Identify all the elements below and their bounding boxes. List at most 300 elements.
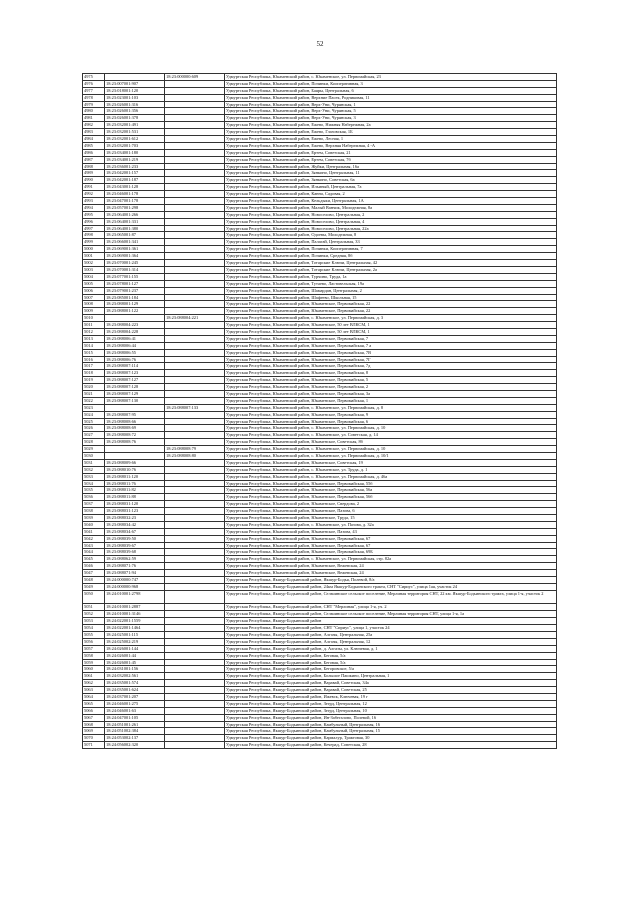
parent-cadastral-number — [165, 170, 225, 177]
cadastral-number: 18:23:064001:266 — [105, 211, 165, 218]
table-row — [83, 397, 557, 404]
row-number: 5048 — [83, 577, 105, 584]
address-cell: Удмуртская Республика, Юкаменский район, с. Юкаменское, ул. Первомайская, д. 10/1 — [225, 452, 557, 459]
cadastral-number: 18:23:088062:59 — [105, 556, 165, 563]
address-cell: Удмуртская Республика, Якшур-Бодьинский район, СНТ "Мерлиная", улица 1-я, уч. 2 — [225, 604, 557, 611]
parent-cadastral-number: 18:23:000000:609 — [165, 74, 225, 81]
table-row — [83, 673, 557, 680]
table-row — [83, 115, 557, 122]
address-cell: Удмуртская Республика, Юкаменский район, Юкаменское, Первомайская, 6 — [225, 418, 557, 425]
address-cell: Удмуртская Республика, Юкаменский район, Юкаменское, Первомайская, 7 а — [225, 342, 557, 349]
parent-cadastral-number — [165, 742, 225, 749]
table-row — [83, 280, 557, 287]
table-row — [83, 494, 557, 501]
address-cell: Удмуртская Республика, Юкаменский район, Зянкино, Центральная, 11 — [225, 170, 557, 177]
cadastral-number: 18:23:088001:122 — [105, 308, 165, 315]
cadastral-number: 18:23:088008:66 — [105, 418, 165, 425]
row-number: 5062 — [83, 680, 105, 687]
table-row — [83, 707, 557, 714]
parent-cadastral-number — [165, 280, 225, 287]
row-number: 5013 — [83, 335, 105, 342]
parent-cadastral-number — [165, 122, 225, 129]
parent-cadastral-number — [165, 611, 225, 618]
row-number: 5030 — [83, 452, 105, 459]
address-cell: Удмуртская Республика, Юкаменский район, Новоселово, Центральная, 4 — [225, 218, 557, 225]
row-number: 4998 — [83, 232, 105, 239]
row-number: 4986 — [83, 149, 105, 156]
row-number: 4976 — [83, 80, 105, 87]
cadastral-number: 18:24:035001:624 — [105, 687, 165, 694]
parent-cadastral-number — [165, 563, 225, 570]
row-number: 5003 — [83, 266, 105, 273]
cadastral-number: 18:24:025002:219 — [105, 638, 165, 645]
cadastral-number: 18:23:026001:356 — [105, 108, 165, 115]
parent-cadastral-number: 18:23:088008:79 — [165, 446, 225, 453]
row-number: 5056 — [83, 638, 105, 645]
parent-cadastral-number — [165, 349, 225, 356]
table-row — [83, 418, 557, 425]
address-cell: Удмуртская Республика, Якшур-Бодьинский район, Якшур-Бодья, Полевой, 8/а — [225, 577, 557, 584]
cadastral-number: 18:24:000000:968 — [105, 583, 165, 590]
table-row — [83, 590, 557, 604]
row-number: 5023 — [83, 404, 105, 411]
table-row — [83, 742, 557, 749]
parent-cadastral-number — [165, 260, 225, 267]
parent-cadastral-number — [165, 549, 225, 556]
cadastral-number — [105, 452, 165, 459]
row-number: 5060 — [83, 666, 105, 673]
address-cell: Удмуртская Республика, Якшур-Бодьинский район, Беговая, 5/а — [225, 659, 557, 666]
cadastral-number: 18:23:088011:120 — [105, 473, 165, 480]
cadastral-number: 18:23:047001:178 — [105, 198, 165, 205]
cadastral-number — [105, 315, 165, 322]
parent-cadastral-number — [165, 542, 225, 549]
table-row — [83, 122, 557, 129]
cadastral-number: 18:23:064001:331 — [105, 218, 165, 225]
parent-cadastral-number — [165, 425, 225, 432]
row-number: 4977 — [83, 87, 105, 94]
row-number: 5041 — [83, 528, 105, 535]
parent-cadastral-number — [165, 659, 225, 666]
parent-cadastral-number — [165, 535, 225, 542]
table-row — [83, 266, 557, 273]
table-row — [83, 446, 557, 453]
table-row — [83, 74, 557, 81]
row-number: 5022 — [83, 397, 105, 404]
parent-cadastral-number — [165, 707, 225, 714]
row-number: 5057 — [83, 645, 105, 652]
parent-cadastral-number — [165, 225, 225, 232]
parent-cadastral-number — [165, 693, 225, 700]
row-number: 5025 — [83, 418, 105, 425]
address-cell: Удмуртская Республика, Юкаменский район, с. Юкаменское, ул. Первомайская, д. 10 — [225, 446, 557, 453]
table-row — [83, 721, 557, 728]
address-cell: Удмуртская Республика, Якшур-Бодьинский район, Варавай, Советская, 34а — [225, 680, 557, 687]
cadastral-number: 18:23:070001:314 — [105, 266, 165, 273]
parent-cadastral-number — [165, 308, 225, 315]
parent-cadastral-number — [165, 328, 225, 335]
parent-cadastral-number — [165, 390, 225, 397]
cadastral-number: 18:23:088007:114 — [105, 363, 165, 370]
table-row — [83, 246, 557, 253]
address-cell: Удмуртская Республика, Юкаменский район, Юкаменское, Первомайская, 56а — [225, 487, 557, 494]
address-cell: Удмуртская Республика, Юкаменский район, Юкаменское, Первомайская, 9 — [225, 411, 557, 418]
row-number: 5010 — [83, 315, 105, 322]
cadastral-number: 18:24:047001:105 — [105, 714, 165, 721]
table-row — [83, 728, 557, 735]
cadastral-number: 18:23:088031:123 — [105, 508, 165, 515]
cadastral-number: 18:23:088007:129 — [105, 390, 165, 397]
parent-cadastral-number — [165, 700, 225, 707]
table-row — [83, 301, 557, 308]
cadastral-number: 18:24:056002:320 — [105, 742, 165, 749]
parent-cadastral-number — [165, 294, 225, 301]
address-cell: Удмуртская Республика, Якшур-Бодьинский район, Зегрд, Центральная, 10 — [225, 707, 557, 714]
cadastral-number: 18:23:070001:245 — [105, 260, 165, 267]
address-cell: Удмуртская Республика, Юкаменский район, Юкаменское, Первомайская, 67 — [225, 542, 557, 549]
row-number: 5068 — [83, 721, 105, 728]
cadastral-number: 18:24:022001:1464 — [105, 625, 165, 632]
address-cell: Удмуртская Республика, Юкаменский район, Тотарские Ключи, Центральная, 42 — [225, 260, 557, 267]
parent-cadastral-number — [165, 322, 225, 329]
address-cell: Удмуртская Республика, Якшур-Бодьинский район, Варавай, Советская, 25 — [225, 687, 557, 694]
row-number: 4983 — [83, 129, 105, 136]
cadastral-number: 18:23:088039:50 — [105, 535, 165, 542]
address-cell: Удмуртская Республика, Якшур-Бодьинский район, 24км Якшур-Бодьинского тракта, СНТ "Сириус", улица 1ая, участок 24 — [225, 583, 557, 590]
cadastral-number: 18:23:088032:23 — [105, 515, 165, 522]
address-cell: Удмуртская Республика, Юкаменский район, с. Юкаменское, ул. Первомайская, 23 — [225, 74, 557, 81]
cadastral-number: 18:23:034001:219 — [105, 156, 165, 163]
address-cell: Удмуртская Республика, Юкаменский район, Ежево, Глазовская, 1Б — [225, 129, 557, 136]
cadastral-number: 18:23:026001:316 — [105, 101, 165, 108]
cadastral-number: 18:23:088006:41 — [105, 335, 165, 342]
parent-cadastral-number — [165, 163, 225, 170]
table-row — [83, 170, 557, 177]
parent-cadastral-number — [165, 142, 225, 149]
parent-cadastral-number — [165, 501, 225, 508]
address-cell: Удмуртская Республика, Якшур-Бодьинский район, Ин-Забегалово, Полевой, 16 — [225, 714, 557, 721]
row-number: 5012 — [83, 328, 105, 335]
parent-cadastral-number — [165, 246, 225, 253]
address-cell: Удмуртская Республика, Юкаменский район, Юкаменское, Советская, 19 — [225, 459, 557, 466]
address-cell: Удмуртская Республика, Юкаменский район, Юкаменское, 50 лет ВЛКСМ, 1 — [225, 328, 557, 335]
row-number: 5039 — [83, 515, 105, 522]
address-cell: Удмуртская Республика, Юкаменский район, с. Юкаменское, ул. Труда, д. 1 — [225, 466, 557, 473]
table-row — [83, 508, 557, 515]
parent-cadastral-number — [165, 673, 225, 680]
parent-cadastral-number — [165, 638, 225, 645]
cadastral-number: 18:23:042001:157 — [105, 170, 165, 177]
address-cell: Удмуртская Республика, Юкаменский район, Юкаменское, Труда, 15 — [225, 515, 557, 522]
parent-cadastral-number — [165, 590, 225, 604]
row-number: 5038 — [83, 508, 105, 515]
address-cell: Удмуртская Республика, Юкаменский район, с. Юкаменское, ул. Первомайская, д. 8 — [225, 404, 557, 411]
table-row — [83, 156, 557, 163]
row-number: 4975 — [83, 74, 105, 81]
parent-cadastral-number — [165, 129, 225, 136]
parent-cadastral-number — [165, 521, 225, 528]
row-number: 5029 — [83, 446, 105, 453]
row-number: 5026 — [83, 425, 105, 432]
address-cell: Удмуртская Республика, Юкаменский район, Юкаменское, Свердова, 2 — [225, 501, 557, 508]
parent-cadastral-number — [165, 618, 225, 625]
table-row — [83, 80, 557, 87]
table-row — [83, 390, 557, 397]
parent-cadastral-number — [165, 728, 225, 735]
parent-cadastral-number — [165, 459, 225, 466]
row-number: 5044 — [83, 549, 105, 556]
table-row — [83, 177, 557, 184]
table-row — [83, 700, 557, 707]
parent-cadastral-number — [165, 604, 225, 611]
cadastral-number: 18:23:088009:66 — [105, 459, 165, 466]
cadastral-number: 18:24:026001:45 — [105, 659, 165, 666]
parent-cadastral-number — [165, 253, 225, 260]
address-cell: Удмуртская Республика, Юкаменский район, Баяры, Центральная, 6 — [225, 87, 557, 94]
parent-cadastral-number — [165, 577, 225, 584]
address-cell: Удмуртская Республика, Якшур-Бодьинский район, Большое Пашкино, Центральная, 1 — [225, 673, 557, 680]
table-row — [83, 184, 557, 191]
row-number: 5070 — [83, 735, 105, 742]
cadastral-number: 18:23:018001:120 — [105, 87, 165, 94]
parent-cadastral-number — [165, 191, 225, 198]
table-row — [83, 335, 557, 342]
table-row — [83, 487, 557, 494]
table-row — [83, 163, 557, 170]
cadastral-number: 18:23:057001:298 — [105, 204, 165, 211]
table-row — [83, 652, 557, 659]
table-row — [83, 459, 557, 466]
address-cell: Удмуртская Республика, Юкаменский район, Турчино, Труда, 1а — [225, 273, 557, 280]
cadastral-number: 18:24:046001:275 — [105, 700, 165, 707]
table-row — [83, 129, 557, 136]
parent-cadastral-number — [165, 108, 225, 115]
row-number: 5047 — [83, 570, 105, 577]
parent-cadastral-number — [165, 666, 225, 673]
address-cell: Удмуртская Республика, Юкаменский район, с. Юкаменское, ул. Первомайская, д. 3 — [225, 315, 557, 322]
cadastral-number: 18:23:088007:130 — [105, 397, 165, 404]
cadastral-number: 18:23:088011:76 — [105, 480, 165, 487]
row-number: 5055 — [83, 631, 105, 638]
parent-cadastral-number: 18:23:088007:133 — [165, 404, 225, 411]
row-number: 5007 — [83, 294, 105, 301]
address-cell: Удмуртская Республика, Якшур-Бодьинский район, Кармалур, Трактовая, 30 — [225, 735, 557, 742]
address-cell: Удмуртская Республика, Якшур-Бодьинский район, Алгазы, Центральная, 12 — [225, 638, 557, 645]
cadastral-number: 18:24:000000:747 — [105, 577, 165, 584]
row-number: 5028 — [83, 439, 105, 446]
table-row — [83, 618, 557, 625]
parent-cadastral-number — [165, 583, 225, 590]
table-row — [83, 191, 557, 198]
row-number: 5071 — [83, 742, 105, 749]
cadastral-number: 18:23:088011:82 — [105, 487, 165, 494]
cadastral-number: 18:23:088031:120 — [105, 501, 165, 508]
page-number: 52 — [316, 40, 324, 48]
cadastral-number: 18:23:069001:361 — [105, 246, 165, 253]
table-row — [83, 149, 557, 156]
row-number: 5058 — [83, 652, 105, 659]
table-row — [83, 631, 557, 638]
table-row — [83, 94, 557, 101]
parent-cadastral-number — [165, 418, 225, 425]
address-cell: Удмуртская Республика, Юкаменский район, Ертем, Советская, 7б — [225, 156, 557, 163]
address-cell: Удмуртская Республика, Юкаменский район, Юкаменское, Первомайская, 7Г — [225, 356, 557, 363]
cadastral-number: 18:24:022001:1559 — [105, 618, 165, 625]
parent-cadastral-number — [165, 631, 225, 638]
parent-cadastral-number — [165, 211, 225, 218]
address-cell: Удмуртская Республика, Юкаменский район, Юкаменское, Первомайская, 22 — [225, 308, 557, 315]
table-row — [83, 542, 557, 549]
parent-cadastral-number — [165, 335, 225, 342]
table-row — [83, 101, 557, 108]
table-row — [83, 714, 557, 721]
parent-cadastral-number — [165, 508, 225, 515]
row-number: 4982 — [83, 122, 105, 129]
cadastral-number: 18:23:088034:42 — [105, 521, 165, 528]
address-cell: Удмуртская Республика, Якшур-Бодьинский район, СНТ "Сириус", улица 1, участок 24 — [225, 625, 557, 632]
cadastral-number: 18:23:064001:380 — [105, 225, 165, 232]
row-number: 5017 — [83, 363, 105, 370]
cadastral-number: 18:23:069001:364 — [105, 253, 165, 260]
cadastral-number: 18:23:036001:233 — [105, 163, 165, 170]
table-row — [83, 480, 557, 487]
row-number: 5037 — [83, 501, 105, 508]
cadastral-number: 18:23:077001:155 — [105, 273, 165, 280]
cadastral-number: 18:23:088004:228 — [105, 328, 165, 335]
table-row — [83, 308, 557, 315]
row-number: 5033 — [83, 473, 105, 480]
address-cell: Удмуртская Республика, Юкаменский район, Юкаменское, Пазова, 43 — [225, 528, 557, 535]
cadastral-number: 18:23:085001:184 — [105, 294, 165, 301]
cadastral-number: 18:23:007001:907 — [105, 80, 165, 87]
address-cell: Удмуртская Республика, Юкаменский район, Юкаменское, Первомайская, 5 — [225, 377, 557, 384]
table-row — [83, 693, 557, 700]
row-number: 5046 — [83, 563, 105, 570]
row-number: 5021 — [83, 390, 105, 397]
cadastral-number: 18:24:026001:44 — [105, 652, 165, 659]
address-cell: Удмуртская Республика, Юкаменский район, Юкаменское, Вежевская, 24 — [225, 563, 557, 570]
cadastral-number: 18:23:078001:127 — [105, 280, 165, 287]
cadastral-number: 18:23:023001:103 — [105, 94, 165, 101]
table-row — [83, 501, 557, 508]
table-row — [83, 528, 557, 535]
parent-cadastral-number — [165, 473, 225, 480]
row-number: 5014 — [83, 342, 105, 349]
parent-cadastral-number — [165, 487, 225, 494]
table-row — [83, 515, 557, 522]
parent-cadastral-number — [165, 301, 225, 308]
cadastral-number: 18:23:088039:67 — [105, 542, 165, 549]
address-cell: Удмуртская Республика, Юкаменский район, Ильиный, Центральная, 7а — [225, 184, 557, 191]
cadastral-number: 18:24:026001:144 — [105, 645, 165, 652]
row-number: 5065 — [83, 700, 105, 707]
table-row — [83, 260, 557, 267]
row-number: 4997 — [83, 225, 105, 232]
table-row — [83, 204, 557, 211]
parent-cadastral-number — [165, 239, 225, 246]
parent-cadastral-number — [165, 342, 225, 349]
address-cell: Удмуртская Республика, Юкаменский район, Ежево, Нижняя Набережная, 2а — [225, 122, 557, 129]
cadastral-number: 18:23:032001:531 — [105, 129, 165, 136]
row-number: 4988 — [83, 163, 105, 170]
address-cell: Удмуртская Республика, Юкаменский район, Одоевы, Молодежная, 8 — [225, 232, 557, 239]
cadastral-number: 18:23:088006:55 — [105, 349, 165, 356]
address-cell: Удмуртская Республика, Якшур-Бодьинский район, Беговая, 5/а — [225, 652, 557, 659]
row-number: 5034 — [83, 480, 105, 487]
row-number: 4996 — [83, 218, 105, 225]
row-number: 5069 — [83, 728, 105, 735]
table-row — [83, 735, 557, 742]
cadastral-number: 18:23:088007:128 — [105, 384, 165, 391]
address-cell: Удмуртская Республика, Якшур-Бодьинский район, Сельчинское сельское поселение, Мерлиная территория СНТ, улица 1-я, 1а — [225, 611, 557, 618]
row-number: 5063 — [83, 687, 105, 694]
address-cell: Удмуртская Республика, Юкаменский район, Ертем, Советская, 21 — [225, 149, 557, 156]
address-cell: Удмуртская Республика, Юкаменский район, с. Юкаменское, ул. Советская, д. 14 — [225, 432, 557, 439]
table-row — [83, 666, 557, 673]
table-row — [83, 253, 557, 260]
table-row — [83, 294, 557, 301]
address-cell: Удмуртская Республика, Юкаменский район, Жуйки, Центральная, 16а — [225, 163, 557, 170]
parent-cadastral-number — [165, 273, 225, 280]
address-cell: Удмуртская Республика, Юкаменский район, Юкаменское, Первомайская, 69Б — [225, 549, 557, 556]
address-cell: Удмуртская Республика, Юкаменский район, Юкаменское, Советская, 8б — [225, 439, 557, 446]
row-number: 5001 — [83, 253, 105, 260]
parent-cadastral-number — [165, 218, 225, 225]
parent-cadastral-number — [165, 652, 225, 659]
address-cell: Удмуртская Республика, Юкаменский район, Верхние Пасек, Родниковая, 11 — [225, 94, 557, 101]
row-number: 5043 — [83, 542, 105, 549]
address-cell: Удмуртская Республика, Юкаменский район, Шамардан, Центральная, 2 — [225, 287, 557, 294]
table-row — [83, 370, 557, 377]
row-number: 4999 — [83, 239, 105, 246]
parent-cadastral-number: 18:23:088004:221 — [165, 315, 225, 322]
table-row — [83, 328, 557, 335]
parent-cadastral-number — [165, 556, 225, 563]
cadastral-number: 18:23:088007:123 — [105, 370, 165, 377]
address-cell: Удмуртская Республика, Юкаменский район, Юкаменское, Первомайская, 2 — [225, 384, 557, 391]
cadastral-number — [105, 74, 165, 81]
address-cell: Удмуртская Республика, Юкаменский район, Юкаменское, Первомайская, 3а — [225, 390, 557, 397]
table-row — [83, 577, 557, 584]
address-cell: Удмуртская Республика, Якшур-Бодьинский район — [225, 618, 557, 625]
cadastral-number: 18:23:043001:128 — [105, 184, 165, 191]
table-row — [83, 659, 557, 666]
row-number: 4980 — [83, 108, 105, 115]
cadastral-number: 18:23:088034:67 — [105, 528, 165, 535]
table-row — [83, 342, 557, 349]
table-row — [83, 439, 557, 446]
address-cell: Удмуртская Республика, Якшур-Бодьинский район, Сельчинское сельское поселение, Мерлиная территория СНТ, 22 км. Якшур-Бодьинского тракта, улица 1-я, участок 2 — [225, 590, 557, 604]
parent-cadastral-number — [165, 377, 225, 384]
row-number: 4995 — [83, 211, 105, 218]
table-row — [83, 521, 557, 528]
cadastral-number: 18:23:032001:612 — [105, 136, 165, 143]
cadastral-number: 18:24:053002:137 — [105, 735, 165, 742]
cadastral-number: 18:23:065001:87 — [105, 232, 165, 239]
table-row — [83, 384, 557, 391]
row-number: 5042 — [83, 535, 105, 542]
table-row — [83, 625, 557, 632]
row-number: 5006 — [83, 287, 105, 294]
table-row — [83, 604, 557, 611]
parent-cadastral-number — [165, 156, 225, 163]
table-row — [83, 287, 557, 294]
row-number: 5061 — [83, 673, 105, 680]
cadastral-number: 18:24:010001:3146 — [105, 611, 165, 618]
cadastral-number: 18:24:035001:574 — [105, 680, 165, 687]
cadastral-number: 18:23:079001:237 — [105, 287, 165, 294]
table-row — [83, 473, 557, 480]
